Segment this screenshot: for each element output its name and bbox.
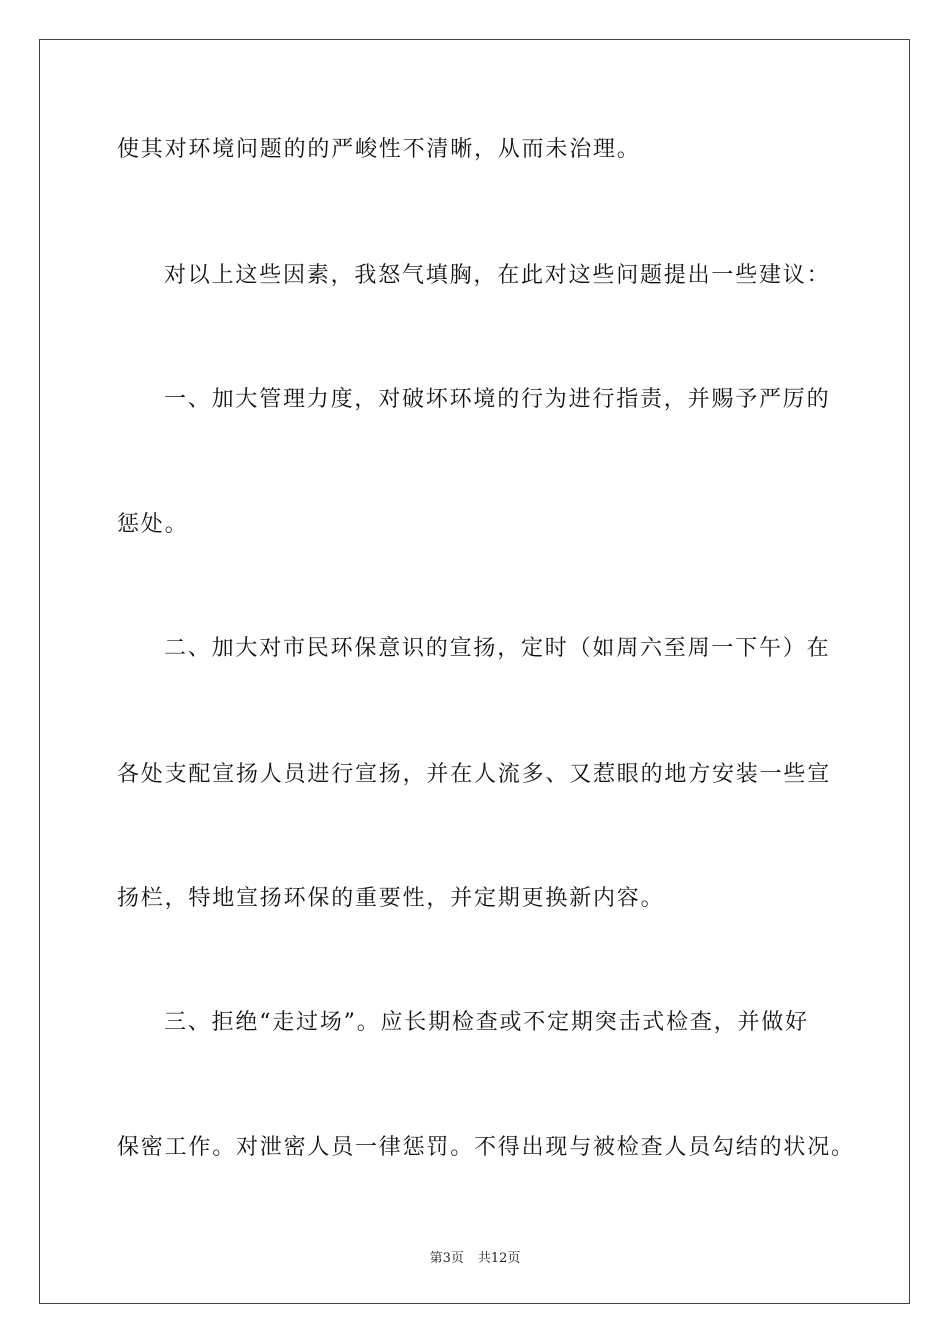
paragraph-first-line: 三、拒绝“走过场”。应长期检查或不定期突击式检查，并做好	[164, 1010, 809, 1035]
text-line: 各处支配宣扬人员进行宣扬，并在人流多、又惹眼的地方安装一些宣	[117, 762, 832, 787]
text-line: 扬栏，特地宣扬环保的重要性，并定期更换新内容。	[117, 886, 665, 911]
text-line: 使其对环境问题的的严峻性不清晰，从而未治理。	[117, 137, 641, 162]
total-pages: 共12页	[477, 1251, 521, 1266]
page-number: 第3页	[429, 1251, 464, 1266]
text-line: 惩处。	[117, 512, 189, 537]
text-line: 保密工作。对泄密人员一律惩罚。不得出现与被检查人员勾结的状况。	[117, 1135, 855, 1160]
paragraph-first-line: 一、加大管理力度，对破坏环境的行为进行指责，并赐予严厉的	[164, 387, 831, 412]
paragraph-first-line: 对以上这些因素，我怒气填胸，在此对这些问题提出一些建议：	[164, 263, 831, 288]
paragraph-first-line: 二、加大对市民环保意识的宣扬，定时（如周六至周一下午）在	[164, 636, 831, 661]
page-footer	[0, 1247, 950, 1266]
page-border	[39, 39, 910, 1304]
